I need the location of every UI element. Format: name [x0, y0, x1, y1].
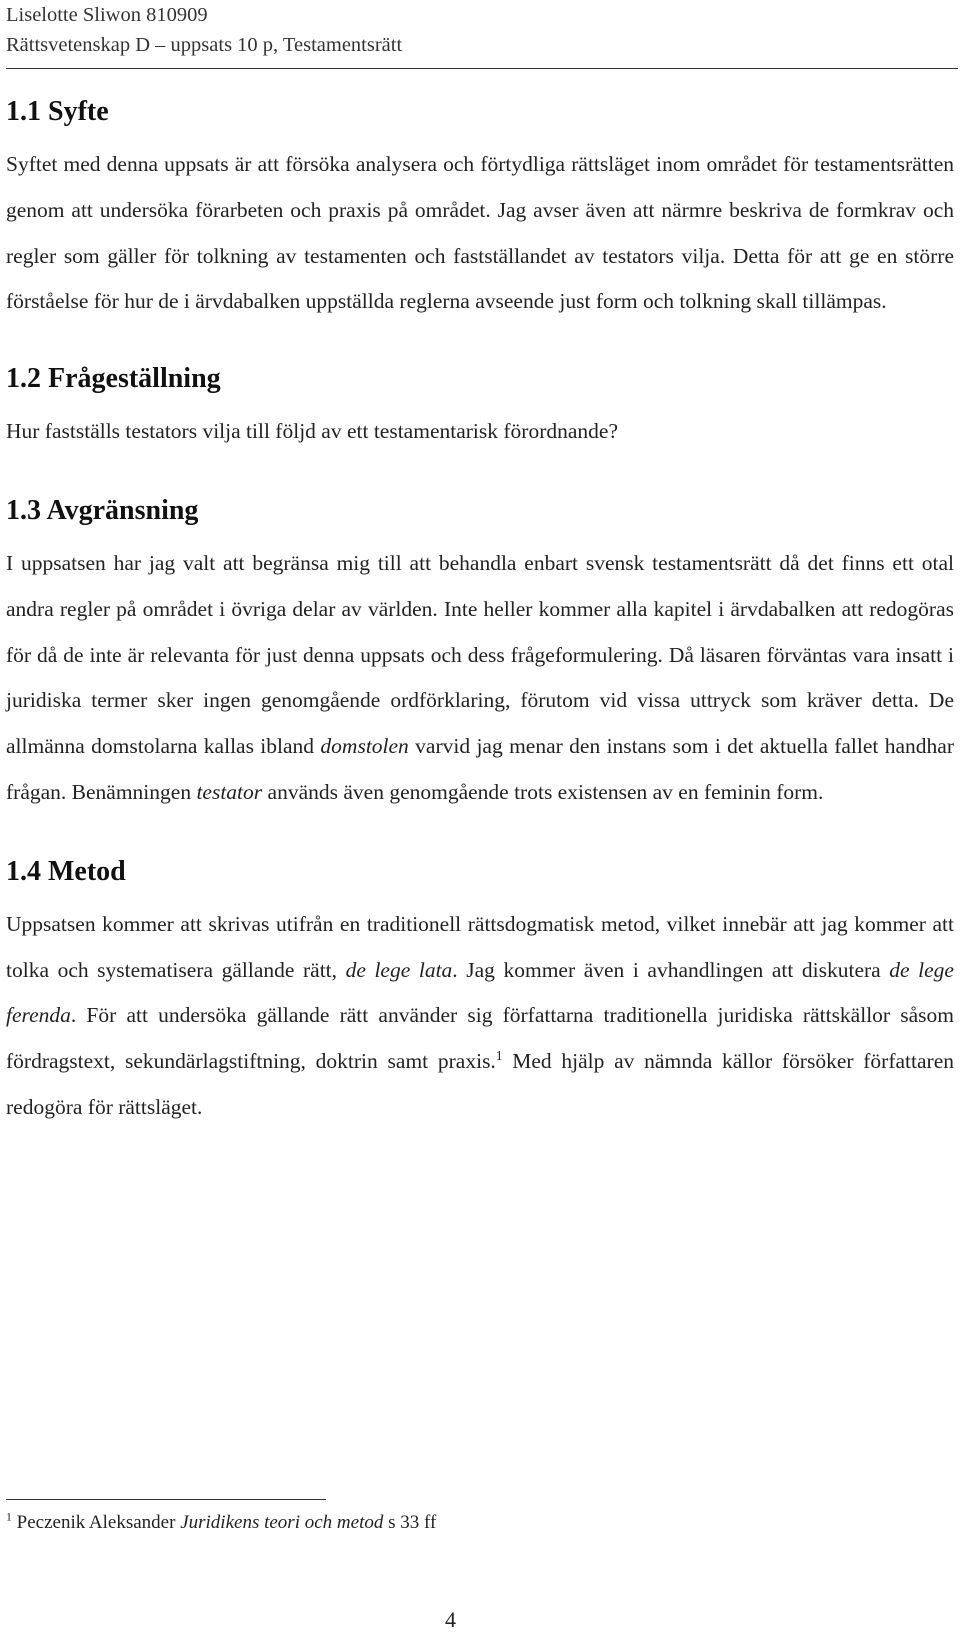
document-body — [6, 82, 954, 1131]
italic-term: testator — [196, 779, 263, 804]
footnote-number: 1 — [6, 1510, 12, 1524]
page-number: 4 — [445, 1607, 456, 1632]
paragraph-metod — [6, 902, 954, 1131]
paragraph-avgransning — [6, 541, 954, 816]
section-avgransning — [6, 481, 954, 816]
section-heading-fragestallning: 1.2 Frågeställning — [6, 363, 221, 395]
italic-term: domstolen — [320, 734, 409, 759]
text-run: I uppsatsen har jag valt att begränsa mig till att behandla enbart svensk testamentsrätt då det finns ett otal andra regler på området i övriga delar av världen. Inte heller kommer alla kapitel i ärvdabalken att redogöras för då de inte är relevanta för just denna uppsats och dess frågeformulering. Då läsaren förväntas vara insatt i juridiska termer sker ingen genomgående ordförklaring, förutom vid vissa uttryck som kräver detta. De allmänna domstolarna kallas ibland — [6, 550, 954, 759]
text-run: varvid jag menar den instans som i det aktuella fallet handhar frågan. Benämningen — [6, 734, 954, 804]
footnote-divider — [6, 1499, 326, 1500]
section-fragestallning — [6, 349, 954, 455]
running-header — [6, 0, 926, 60]
paragraph-fragestallning: Hur fastställs testators vilja till följd av ett testamentarisk förordnande? — [6, 419, 618, 444]
section-metod — [6, 842, 954, 1131]
footnote-text: Peczenik Aleksander — [11, 1512, 181, 1533]
paragraph-syfte: Syftet med denna uppsats är att försöka analysera och förtydliga rättsläget inom området för testamentsrätten genom att undersöka förarbeten och praxis på området. Jag avser även att närmre beskriva de formkrav och regler som gäller för tolkning av testamenten och fastställandet av testators vilja. Detta för att ge en större förståelse för hur de i ärvdabalken uppställda reglerna avseende just form och tolkning skall tillämpas. — [6, 152, 954, 314]
section-heading-metod: 1.4 Metod — [6, 855, 126, 887]
text-run: Uppsatsen kommer att skrivas utifrån en traditionell rättsdogmatisk metod, vilket innebär att jag kommer att tolka och systematisera gällande rätt, — [6, 911, 954, 982]
header-divider — [6, 68, 958, 69]
footnote-book-title: Juridikens teori och metod — [180, 1512, 384, 1533]
text-run: . För att undersöka gällande rätt använder sig författarna traditionella juridiska rättskällor såsom fördragstext, sekundärlagstiftning, doktrin samt praxis. — [6, 1003, 954, 1074]
header-author: Liselotte Sliwon 810909 — [6, 4, 208, 26]
section-heading-avgransning: 1.3 Avgränsning — [6, 494, 199, 526]
section-syfte — [6, 82, 954, 325]
italic-term: de lege lata — [345, 957, 453, 982]
section-heading-syfte: 1.1 Syfte — [6, 96, 109, 127]
footnote-text: s 33 ff — [383, 1512, 437, 1533]
text-run: . Jag kommer även i avhandlingen att diskutera — [452, 957, 890, 982]
text-run: används även genomgående trots existensen av en feminin form. — [262, 779, 824, 804]
italic-term: de lege ferenda — [6, 957, 954, 1028]
header-course-title: Rättsvetenskap D – uppsats 10 p, Testamentsrätt — [6, 34, 403, 56]
text-run: Med hjälp av nämnda källor försöker författaren redogöra för rättsläget. — [6, 1049, 954, 1119]
footnote — [6, 1508, 436, 1538]
footnote-reference[interactable]: 1 — [495, 1048, 503, 1063]
